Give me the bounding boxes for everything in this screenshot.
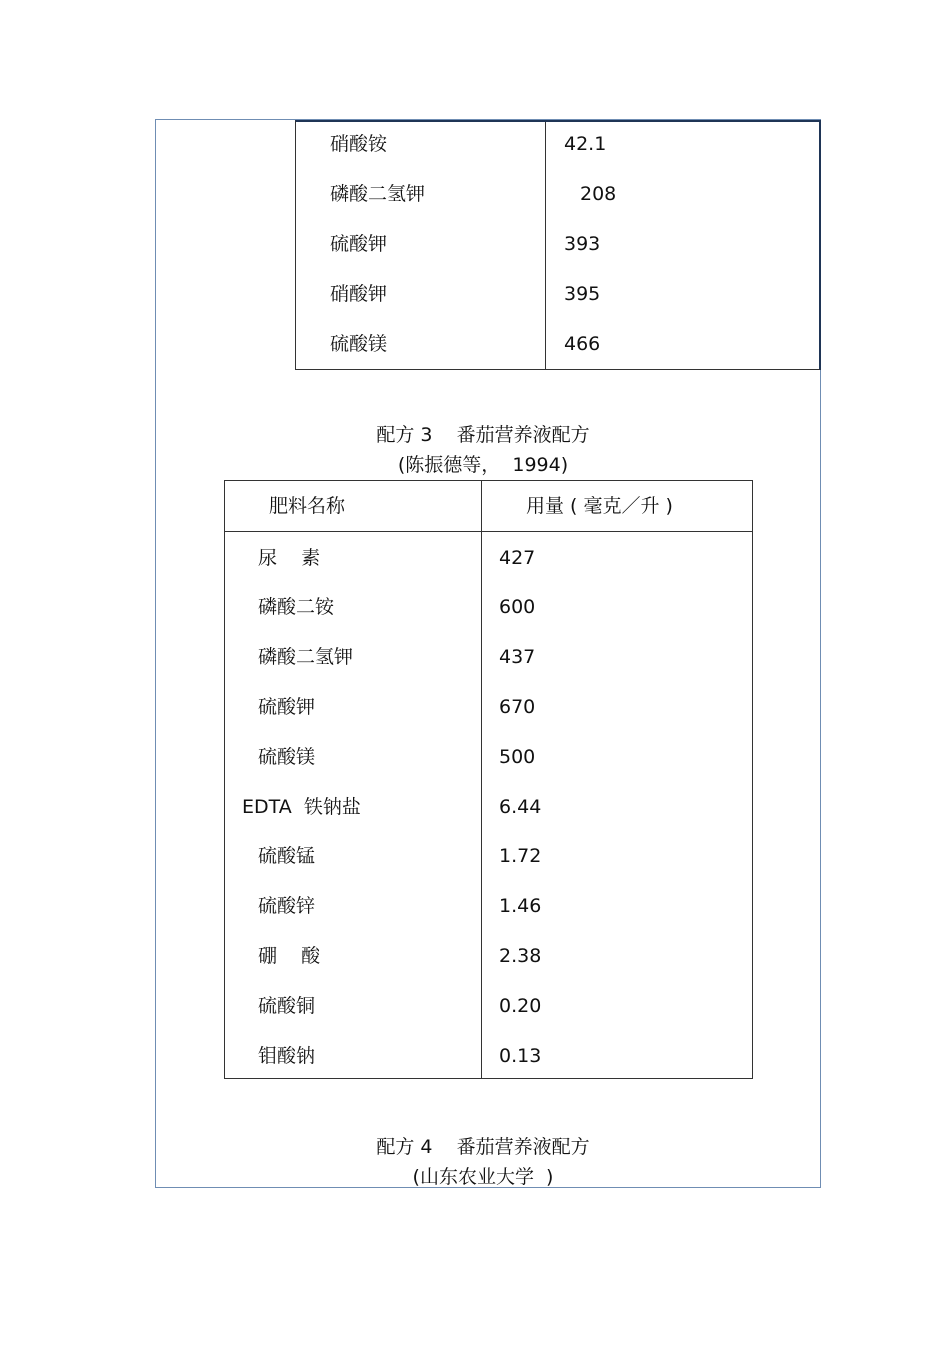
table2-row-name: 硫酸镁: [258, 746, 316, 768]
table2-row-value: 6.44: [499, 796, 542, 818]
header-divider: [225, 531, 752, 532]
table2-row-name: 硫酸铜: [258, 995, 316, 1017]
table1-row-name: 硫酸镁: [330, 333, 388, 355]
table1-row-name: 硝酸钾: [330, 283, 388, 305]
table2-row-value: 0.20: [499, 995, 542, 1017]
table2-row-value: 427: [499, 547, 536, 569]
column-divider: [481, 481, 482, 1078]
table2-row-name: EDTA 铁钠盐: [242, 796, 361, 818]
table2-row-name: 磷酸二铵: [258, 596, 335, 618]
table2-row-value: 600: [499, 596, 536, 618]
table2-row-name: 硫酸钾: [258, 696, 316, 718]
header-fertilizer-name: 肥料名称: [269, 495, 346, 517]
table1-row-value: 395: [564, 283, 601, 305]
table2-row-name: 钼酸钠: [258, 1045, 316, 1067]
table1-row-name: 磷酸二氢钾: [330, 183, 426, 205]
formula4-title: 配方 4 番茄营养液配方: [376, 1136, 590, 1158]
table1-row-value: 42.1: [564, 133, 607, 155]
formula4-source: (山东农业大学 ): [412, 1166, 554, 1188]
header-amount: 用量 ( 毫克／升 ): [526, 495, 673, 517]
formula3-title: 配方 3 番茄营养液配方: [376, 424, 590, 446]
table1-row-name: 硝酸铵: [330, 133, 388, 155]
table2-row-value: 1.46: [499, 895, 542, 917]
table2-row-value: 500: [499, 746, 536, 768]
table2-row-name: 磷酸二氢钾: [258, 646, 354, 668]
table2-row-name: 尿 素: [258, 547, 321, 569]
table2-row-value: 437: [499, 646, 536, 668]
column-divider: [545, 122, 546, 369]
table1-row-value: 466: [564, 333, 601, 355]
formula3-source: (陈振德等， 1994): [397, 454, 569, 476]
table1-row-value: 208: [580, 183, 617, 205]
table2-row-value: 670: [499, 696, 536, 718]
table2-row-value: 2.38: [499, 945, 542, 967]
table2-row-name: 硼 酸: [258, 945, 321, 967]
table2-row-name: 硫酸锰: [258, 845, 316, 867]
table1-row-value: 393: [564, 233, 601, 255]
table1-row-name: 硫酸钾: [330, 233, 388, 255]
table2-row-value: 1.72: [499, 845, 542, 867]
table2-row-name: 硫酸锌: [258, 895, 316, 917]
table2-row-value: 0.13: [499, 1045, 542, 1067]
